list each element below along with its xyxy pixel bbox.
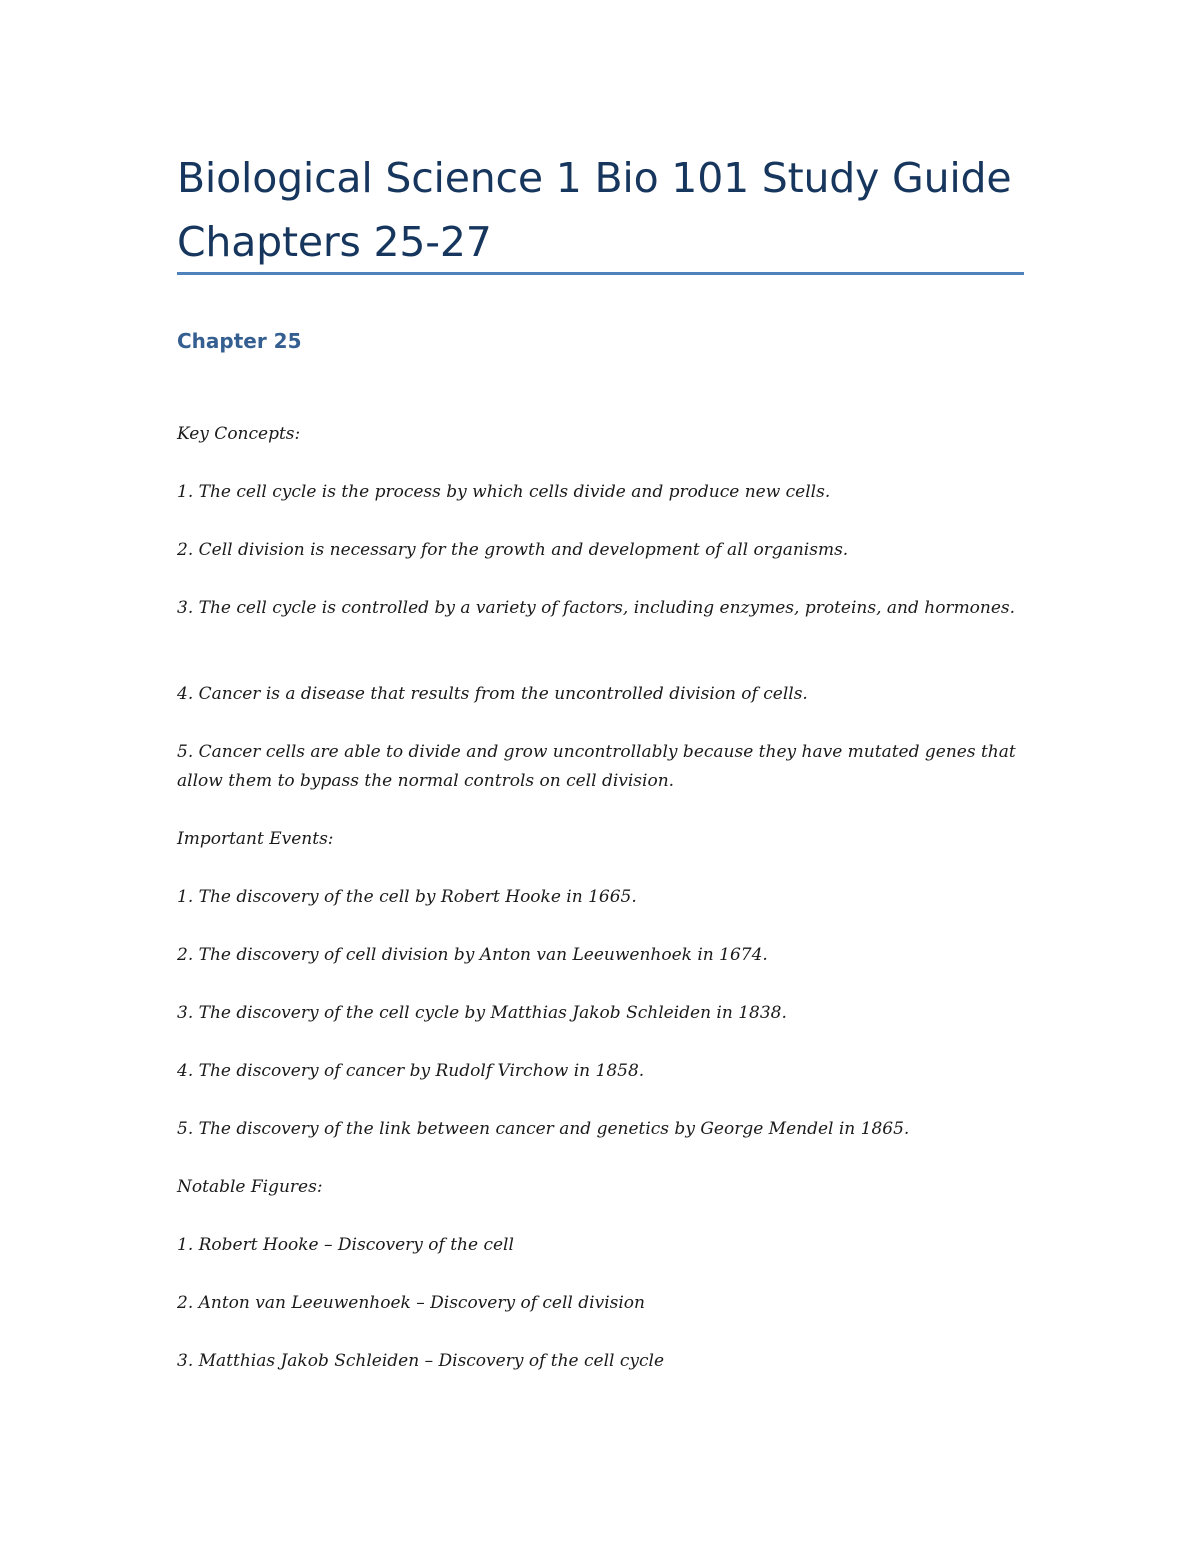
title-underline-rule — [177, 272, 1024, 275]
important-event-item: 2. The discovery of cell division by Anton van Leeuwenhoek in 1674. — [177, 945, 768, 965]
key-concepts-heading: Key Concepts: — [177, 424, 301, 444]
document-title: Biological Science 1 Bio 101 Study Guide Chapters 25-27 — [177, 154, 1012, 266]
key-concept-item: 2. Cell division is necessary for the growth and development of all organisms. — [177, 540, 849, 560]
notable-figures-heading: Notable Figures: — [177, 1177, 323, 1197]
key-concept-item: 4. Cancer is a disease that results from the uncontrolled division of cells. — [177, 684, 808, 704]
important-event-item: 3. The discovery of the cell cycle by Matthias Jakob Schleiden in 1838. — [177, 1003, 787, 1023]
important-event-item: 4. The discovery of cancer by Rudolf Virchow in 1858. — [177, 1061, 645, 1081]
notable-figure-item: 3. Matthias Jakob Schleiden – Discovery of the cell cycle — [177, 1351, 665, 1371]
notable-figure-item: 2. Anton van Leeuwenhoek – Discovery of cell division — [177, 1293, 645, 1313]
notable-figure-item: 1. Robert Hooke – Discovery of the cell — [177, 1235, 514, 1255]
key-concept-item: 5. Cancer cells are able to divide and grow uncontrollably because they have mutated genes that allow them to bypass the normal controls on cell division. — [177, 742, 1016, 791]
important-event-item: 5. The discovery of the link between cancer and genetics by George Mendel in 1865. — [177, 1119, 910, 1139]
chapter-heading: Chapter 25 — [177, 329, 302, 353]
key-concept-item: 3. The cell cycle is controlled by a variety of factors, including enzymes, proteins, and hormones. — [177, 598, 1016, 618]
important-events-heading: Important Events: — [177, 829, 334, 849]
important-event-item: 1. The discovery of the cell by Robert Hooke in 1665. — [177, 887, 637, 907]
key-concept-item: 1. The cell cycle is the process by which cells divide and produce new cells. — [177, 482, 831, 502]
